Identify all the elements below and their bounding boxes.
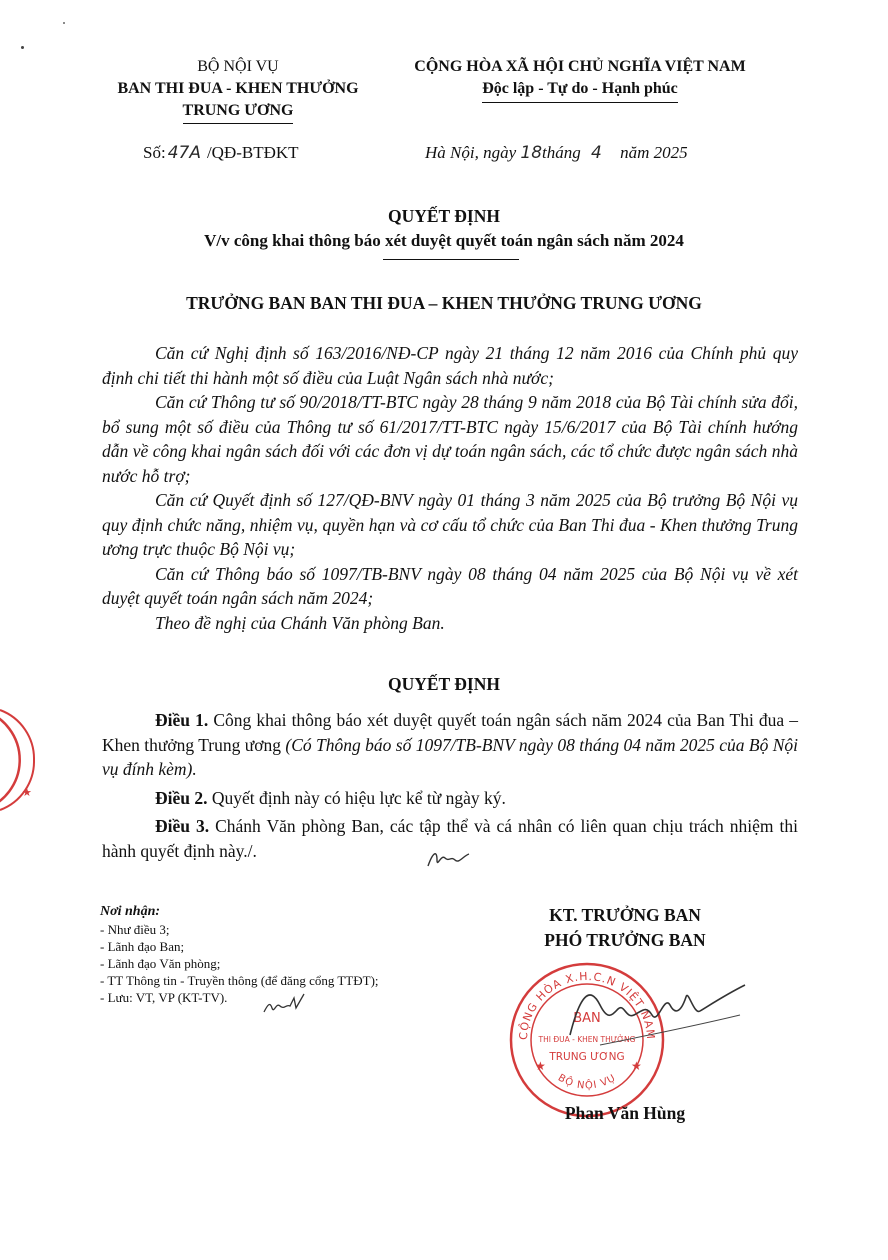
seal-bottom-text: BỘ NỘI VỤ: [555, 1072, 619, 1092]
doc-number-suffix: /QĐ-BTĐKT: [206, 143, 299, 162]
article-1-note: (Có Thông báo số 1097/TB-BNV ngày 08 tháng 04 năm 2025 của Bộ Nội vụ đính kèm).: [102, 734, 798, 779]
date-line: [425, 143, 688, 163]
svg-text:BỘ NỘI VỤ: [556, 1073, 618, 1092]
doc-number-prefix: Số:: [143, 143, 166, 162]
scan-speck: [63, 22, 65, 24]
national-motto: Độc lập - Tự do - Hạnh phúc: [482, 78, 678, 103]
handwritten-signature-icon: [560, 975, 750, 1055]
seal-center-line3: TRUNG ƯƠNG: [549, 1051, 625, 1063]
country-name: CỘNG HÒA XÃ HỘI CHỦ NGHĨA VIỆT NAM: [414, 58, 746, 75]
article-3-text: Chánh Văn phòng Ban, các tập thể và cá nhân có liên quan chịu trách nhiệm thi hành quyết định này./.: [102, 816, 799, 861]
basis-item: Căn cứ Thông báo số 1097/TB-BNV ngày 08 tháng 04 năm 2025 của Bộ Nội vụ về xét duyệt quyết toán ngân sách năm 2024;: [102, 563, 798, 608]
seal-ring-text: CỘNG HÒA X.H.C.N VIỆT NAM: [516, 969, 658, 1041]
basis-item: Căn cứ Nghị định số 163/2016/NĐ-CP ngày 21 tháng 12 năm 2016 của Chính phủ quy định chi tiết thi hành một số điều của Luật Ngân sách nhà nước;: [102, 343, 798, 388]
issuer-title: TRƯỞNG BAN BAN THI ĐUA – KHEN THƯỞNG TRUNG ƯƠNG: [186, 293, 702, 313]
decision-heading: QUYẾT ĐỊNH: [388, 674, 500, 694]
initials-scribble-icon: [425, 846, 471, 872]
date-place: Hà Nội, ngày: [425, 143, 517, 162]
signature-titles: [500, 903, 750, 953]
signer-name: Phan Văn Hùng: [564, 1103, 686, 1123]
recipient-item: - Lãnh đạo Ban;: [100, 939, 185, 954]
recipient-item: - Lưu: VT, VP (KT-TV).: [100, 990, 228, 1005]
signature-title-2: PHÓ TRƯỞNG BAN: [544, 930, 706, 950]
recipient-item: - Lãnh đạo Văn phòng;: [100, 956, 221, 971]
article-2-text: Quyết định này có hiệu lực kể từ ngày ký.: [207, 787, 506, 808]
scan-speck: [21, 46, 24, 49]
seal-center-line1: BAN: [573, 1011, 601, 1026]
article-3-label: Điều 3.: [155, 816, 210, 836]
basis-item: Căn cứ Quyết định số 127/QĐ-BNV ngày 01 tháng 3 năm 2025 của Bộ trưởng Bộ Nội vụ quy định chức năng, nhiệm vụ, quyền hạn và cơ cấu tổ chức của Ban Thi đua - Khen thưởng Trung ương trực thuộc Bộ Nội vụ;: [102, 490, 798, 559]
recipients-initials-scribble-icon: [262, 990, 312, 1016]
recipient-item: - TT Thông tin - Truyền thông (để đăng cổng TTĐT);: [100, 973, 379, 988]
articles: [102, 708, 798, 863]
doc-number-handwritten: 47A: [167, 143, 201, 163]
article-1: [102, 708, 798, 782]
recipient-item: - Như điều 3;: [100, 922, 170, 937]
subject-underline: [383, 259, 519, 260]
left-edge-seal-icon: [0, 700, 40, 820]
date-month-handwritten: 4: [591, 143, 602, 163]
document-title: QUYẾT ĐỊNH: [388, 206, 500, 226]
document-subject: V/v công khai thông báo xét duyệt quyết toán ngân sách năm 2024: [204, 231, 684, 250]
seal-center-line2: THI ĐUA - KHEN THƯỞNG: [538, 1035, 636, 1044]
legal-bases: [102, 341, 798, 635]
ministry-name: BỘ NỘI VỤ: [197, 58, 279, 75]
article-2-label: Điều 2.: [155, 787, 208, 808]
date-month-label: tháng: [542, 143, 581, 162]
svg-text:★: ★: [631, 1059, 642, 1073]
basis-item: Theo đề nghị của Chánh Văn phòng Ban.: [155, 612, 445, 633]
article-1-label: Điều 1.: [155, 710, 209, 730]
document-number: [143, 143, 299, 163]
office-name-line2: TRUNG ƯƠNG: [183, 100, 294, 124]
article-2: [102, 786, 798, 811]
issuing-agency-block: [88, 56, 388, 124]
article-1-text: Công khai thông báo xét duyệt quyết toán ngân sách năm 2024 của Ban Thi đua – Khen thưởng Trung ương: [102, 710, 799, 755]
office-name-line1: BAN THI ĐUA - KHEN THƯỞNG: [117, 80, 359, 97]
date-day-handwritten: 18: [520, 143, 543, 163]
svg-text:★: ★: [535, 1059, 546, 1073]
national-header-block: [370, 56, 790, 103]
date-year: năm 2025: [620, 143, 688, 162]
basis-item: Căn cứ Thông tư số 90/2018/TT-BTC ngày 28 tháng 9 năm 2018 của Bộ Tài chính sửa đổi, bổ sung một số điều của Thông tư số 61/2017/TT-BTC ngày 15/6/2017 của Bộ Tài chính hướng dẫn về công khai ngân sách đối với các đơn vị dự toán ngân sách, các tổ chức được ngân sách nhà nước hỗ trợ;: [102, 392, 798, 486]
title-block: [60, 204, 828, 254]
recipients-label: Nơi nhận:: [100, 904, 161, 919]
signature-title-1: KT. TRƯỞNG BAN: [549, 905, 701, 925]
svg-text:★: ★: [22, 787, 32, 799]
